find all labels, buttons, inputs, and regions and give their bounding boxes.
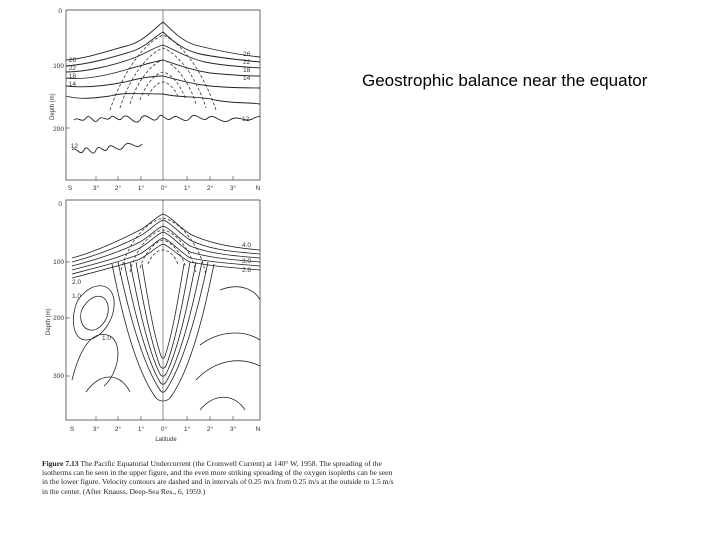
upper-right-label-12: 12 (242, 116, 250, 123)
upper-ytick-100: 100 (53, 63, 64, 70)
lower-xtick-2S: 2° (114, 426, 122, 433)
upper-panel (50, 8, 261, 192)
lower-xtick-N: N (255, 426, 261, 433)
lower-xtick-S: S (69, 426, 75, 433)
upper-left-label-18: 18 (68, 73, 76, 80)
lower-ytick-0: 0 (58, 201, 62, 208)
caption-text: The Pacific Equatorial Undercurrent (the Cromwell Current) at 140° W, 1958. The spreading of the isotherms can be seen in the upper figure, and the even more striking spreading of the oxygen isopleths can be seen in the lower figure. Velocity contours are dashed and in intervals of 0.25 m/s from 0.25 m/s at the outside to 1.5 m/s in the center. (After Knauss, Deep-Sea Res., 6, 1959.) (42, 459, 394, 496)
lower-right-label-3-0: 3.0 (242, 258, 252, 265)
upper-xtick-3N: 3° (229, 185, 237, 192)
upper-left-label-14: 14 (68, 81, 76, 88)
upper-ytick-200: 200 (53, 126, 64, 133)
lower-xtick-1N: 1° (183, 426, 191, 433)
upper-left-label-12: 12 (70, 143, 78, 150)
upper-right-label-18: 18 (243, 67, 251, 74)
upper-xtick-3S: 3° (92, 185, 100, 192)
lower-right-label-2-6: 2.6 (242, 267, 252, 274)
upper-xtick-1N: 1° (183, 185, 191, 192)
lower-xtick-0: 0° (160, 426, 168, 433)
upper-right-label-14: 14 (243, 75, 251, 82)
lower-panel (46, 200, 261, 443)
upper-left-label-26: 26 (68, 57, 76, 64)
upper-xtick-2S: 2° (114, 185, 122, 192)
figure-caption (42, 459, 394, 496)
upper-xtick-1S: 1° (137, 185, 145, 192)
upper-xtick-2N: 2° (206, 185, 214, 192)
lower-xtick-2N: 2° (206, 426, 214, 433)
upper-right-label-26: 26 (243, 51, 251, 58)
upper-left-label-22: 22 (68, 65, 76, 72)
lower-xtick-1S: 1° (137, 426, 145, 433)
upper-ylabel: Depth (m) (50, 93, 56, 120)
lower-left-label-2-0: 2.0 (72, 279, 82, 286)
slide-title: Geostrophic balance near the equator (362, 71, 648, 90)
lower-xtick-3S: 3° (92, 426, 100, 433)
lower-ytick-200: 200 (53, 315, 64, 322)
upper-xtick-N: N (255, 185, 261, 192)
lower-right-label-4-0: 4.0 (242, 242, 252, 249)
upper-xtick-S: S (67, 185, 73, 192)
lower-xlabel: Latitude (155, 437, 177, 443)
lower-ylabel: Depth (m) (46, 308, 52, 335)
lower-ytick-300: 300 (53, 373, 64, 380)
lower-left-label-1-0b: 1.0 (102, 335, 112, 342)
lower-left-label-1-0a: 1.0 (72, 293, 82, 300)
upper-right-label-22: 22 (243, 59, 251, 66)
upper-ytick-0: 0 (58, 8, 62, 15)
lower-ytick-100: 100 (53, 259, 64, 266)
lower-xtick-3N: 3° (229, 426, 237, 433)
caption-label: Figure 7.13 (42, 459, 79, 468)
upper-xtick-0: 0° (160, 185, 168, 192)
